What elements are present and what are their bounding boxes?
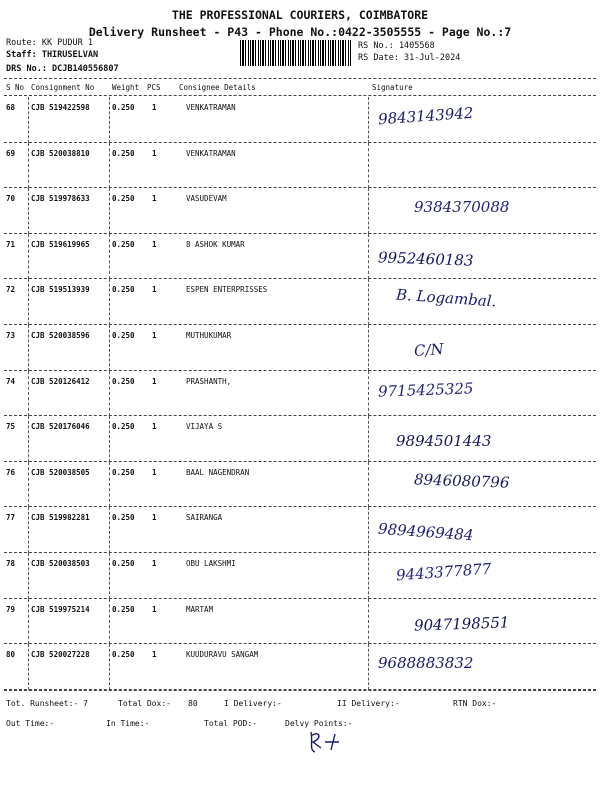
row-weight: 0.250 [112, 285, 135, 295]
row-weight: 0.250 [112, 331, 135, 340]
table-row [0, 507, 600, 553]
rs-number: RS No.: 1405568 [358, 41, 435, 51]
col-consignment: Consignment No [31, 83, 95, 92]
column-divider [109, 143, 110, 189]
rs-date: RS Date: 31-Jul-2024 [358, 53, 461, 63]
column-divider [28, 325, 29, 371]
header-top-rule [4, 78, 596, 79]
row-consignee: VASUDEVAM [186, 194, 227, 204]
rtn-dox-label: RTN Dox:- [453, 699, 497, 708]
row-consignee: VIJAYA S [186, 422, 223, 432]
row-consignment-no: CJB 520176046 [31, 422, 90, 432]
handwritten-signature: 9047198551 [413, 612, 510, 635]
row-sno: 78 [6, 559, 16, 568]
column-divider [368, 143, 369, 189]
column-divider [28, 279, 29, 325]
row-consignee: PRASHANTH, [186, 376, 232, 386]
column-divider [368, 644, 369, 690]
column-divider [28, 416, 29, 462]
table-row [0, 234, 600, 280]
total-dox-label: Total Dox:- [118, 699, 171, 708]
handwritten-signature: 9952460183 [377, 248, 474, 270]
table-row [0, 553, 600, 599]
row-consignee: BAAL NAGENDRAN [186, 467, 250, 477]
handwritten-signature: 9894501443 [396, 432, 492, 451]
column-divider [109, 599, 110, 645]
handwritten-signature: B. Logambal. [395, 285, 497, 311]
col-signature: Signature [372, 83, 413, 92]
row-sno: 80 [6, 650, 16, 660]
row-sno: 72 [6, 285, 16, 295]
row-consignment-no: CJB 519975214 [31, 604, 90, 614]
row-pcs: 1 [152, 103, 157, 112]
handwritten-signature: 9384370088 [414, 198, 510, 217]
column-divider [109, 371, 110, 417]
row-consignment-no: CJB 519982281 [31, 513, 90, 523]
column-divider [109, 462, 110, 508]
row-sno: 70 [6, 194, 16, 204]
row-consignment-no: CJB 519619965 [31, 239, 90, 249]
column-divider [109, 416, 110, 462]
col-sno: S No [6, 83, 25, 92]
row-weight: 0.250 [112, 103, 135, 112]
column-divider [109, 97, 110, 143]
row-consignment-no: CJB 520027228 [31, 650, 90, 660]
handwritten-signature: 9843143942 [377, 103, 474, 129]
column-divider [28, 553, 29, 599]
column-divider [28, 143, 29, 189]
row-consignee: SAIRANGA [186, 513, 223, 523]
column-divider [368, 553, 369, 599]
handwritten-signature: C/N [413, 339, 445, 361]
column-divider [109, 507, 110, 553]
row-sno: 69 [6, 148, 16, 158]
col-pcs: PCS [147, 83, 161, 92]
col-weight: Weight [112, 83, 140, 92]
column-divider [28, 462, 29, 508]
row-weight: 0.250 [112, 650, 135, 660]
row-consignment-no: CJB 519422598 [31, 103, 90, 112]
row-consignment-no: CJB 520038505 [31, 467, 90, 477]
row-pcs: 1 [152, 239, 157, 249]
column-divider [368, 234, 369, 280]
row-pcs: 1 [152, 513, 157, 523]
row-pcs: 1 [152, 285, 157, 295]
handwritten-signature: 8946080796 [413, 470, 510, 492]
table-row [0, 416, 600, 462]
tot-runsheet: Tot. Runsheet:- 7 [6, 699, 88, 708]
drs-number: DRS No.: DCJB140556807 [6, 64, 119, 74]
row-pcs: 1 [152, 331, 157, 340]
row-weight: 0.250 [112, 513, 135, 523]
column-divider [368, 599, 369, 645]
handwritten-signature: 9715425325 [377, 378, 474, 401]
column-divider [368, 279, 369, 325]
row-consignee: MUTHUKUMAR [186, 331, 232, 340]
row-sno: 79 [6, 604, 16, 614]
table-row [0, 371, 600, 417]
row-sno: 71 [6, 239, 16, 249]
staff-label: Staff: THIRUSELVAN [6, 50, 99, 60]
column-divider [109, 644, 110, 690]
row-weight: 0.250 [112, 559, 135, 568]
delvy-points-label: Delvy Points:- [285, 719, 353, 728]
row-consignee: ESPEN ENTERPRISSES [186, 285, 268, 295]
row-pcs: 1 [152, 604, 157, 614]
table-row [0, 462, 600, 508]
col-consignee: Consignee Details [179, 83, 256, 92]
i-delivery-label: I Delivery:- [224, 699, 282, 708]
row-consignment-no: CJB 520126412 [31, 376, 90, 386]
row-pcs: 1 [152, 148, 157, 158]
row-pcs: 1 [152, 376, 157, 386]
row-weight: 0.250 [112, 467, 135, 477]
row-consignment-no: CJB 520038810 [31, 148, 90, 158]
handwritten-signature: 9894969484 [377, 520, 474, 545]
column-divider [368, 325, 369, 371]
row-sno: 68 [6, 103, 16, 112]
row-weight: 0.250 [112, 148, 135, 158]
row-pcs: 1 [152, 422, 157, 432]
row-consignee: OBU LAKSHMI [186, 559, 236, 568]
row-weight: 0.250 [112, 422, 135, 432]
column-divider [109, 279, 110, 325]
row-consignee: 8 ASHOK KUMAR [186, 239, 245, 249]
column-divider [28, 97, 29, 143]
row-weight: 0.250 [112, 239, 135, 249]
column-divider [28, 371, 29, 417]
row-consignment-no: CJB 519978633 [31, 194, 90, 204]
column-divider [368, 507, 369, 553]
row-pcs: 1 [152, 650, 157, 660]
column-divider [28, 644, 29, 690]
table-row [0, 143, 600, 189]
row-consignee: VENKATRAMAN [186, 148, 236, 158]
column-divider [109, 234, 110, 280]
final-signature-scribble [305, 728, 355, 756]
handwritten-signature: 9443377877 [395, 559, 492, 585]
row-pcs: 1 [152, 194, 157, 204]
row-consignment-no: CJB 520038596 [31, 331, 90, 340]
header-bottom-rule [4, 95, 596, 96]
table-row [0, 279, 600, 325]
row-sno: 77 [6, 513, 16, 523]
row-sno: 73 [6, 331, 16, 340]
row-consignee: KUUDURAVU SANGAM [186, 650, 259, 660]
total-pod-label: Total POD:- [204, 719, 257, 728]
table-row [0, 599, 600, 645]
in-time-label: In Time:- [106, 719, 150, 728]
column-divider [368, 188, 369, 234]
column-divider [368, 416, 369, 462]
column-divider [368, 97, 369, 143]
column-divider [109, 188, 110, 234]
total-dox-value: 80 [188, 699, 198, 708]
table-row [0, 325, 600, 371]
barcode-image [240, 40, 352, 66]
handwritten-signature: 9688883832 [378, 654, 474, 673]
out-time-label: Out Time:- [6, 719, 55, 728]
route-label: Route: KK PUDUR 1 [6, 38, 93, 48]
column-divider [28, 188, 29, 234]
runsheet-subtitle: Delivery Runsheet - P43 - Phone No.:0422-3505555 - Page No.:7 [88, 25, 512, 39]
table-row [0, 97, 600, 143]
row-sno: 74 [6, 376, 16, 386]
row-consignment-no: CJB 519513939 [31, 285, 90, 295]
column-divider [109, 325, 110, 371]
column-divider [28, 599, 29, 645]
row-pcs: 1 [152, 559, 157, 568]
ii-delivery-label: II Delivery:- [337, 699, 400, 708]
row-consignment-no: CJB 520038503 [31, 559, 90, 568]
column-divider [368, 371, 369, 417]
table-row [0, 644, 600, 690]
row-sno: 75 [6, 422, 16, 432]
row-consignee: VENKATRAMAN [186, 103, 236, 112]
row-weight: 0.250 [112, 376, 135, 386]
column-divider [109, 553, 110, 599]
row-pcs: 1 [152, 467, 157, 477]
row-consignee: MARTAM [186, 604, 214, 614]
row-weight: 0.250 [112, 194, 135, 204]
column-divider [28, 507, 29, 553]
column-divider [28, 234, 29, 280]
company-title: THE PROFESSIONAL COURIERS, COIMBATORE [171, 8, 429, 22]
footer-rule [4, 690, 596, 691]
row-sno: 76 [6, 467, 16, 477]
column-divider [368, 462, 369, 508]
row-weight: 0.250 [112, 604, 135, 614]
table-row [0, 188, 600, 234]
